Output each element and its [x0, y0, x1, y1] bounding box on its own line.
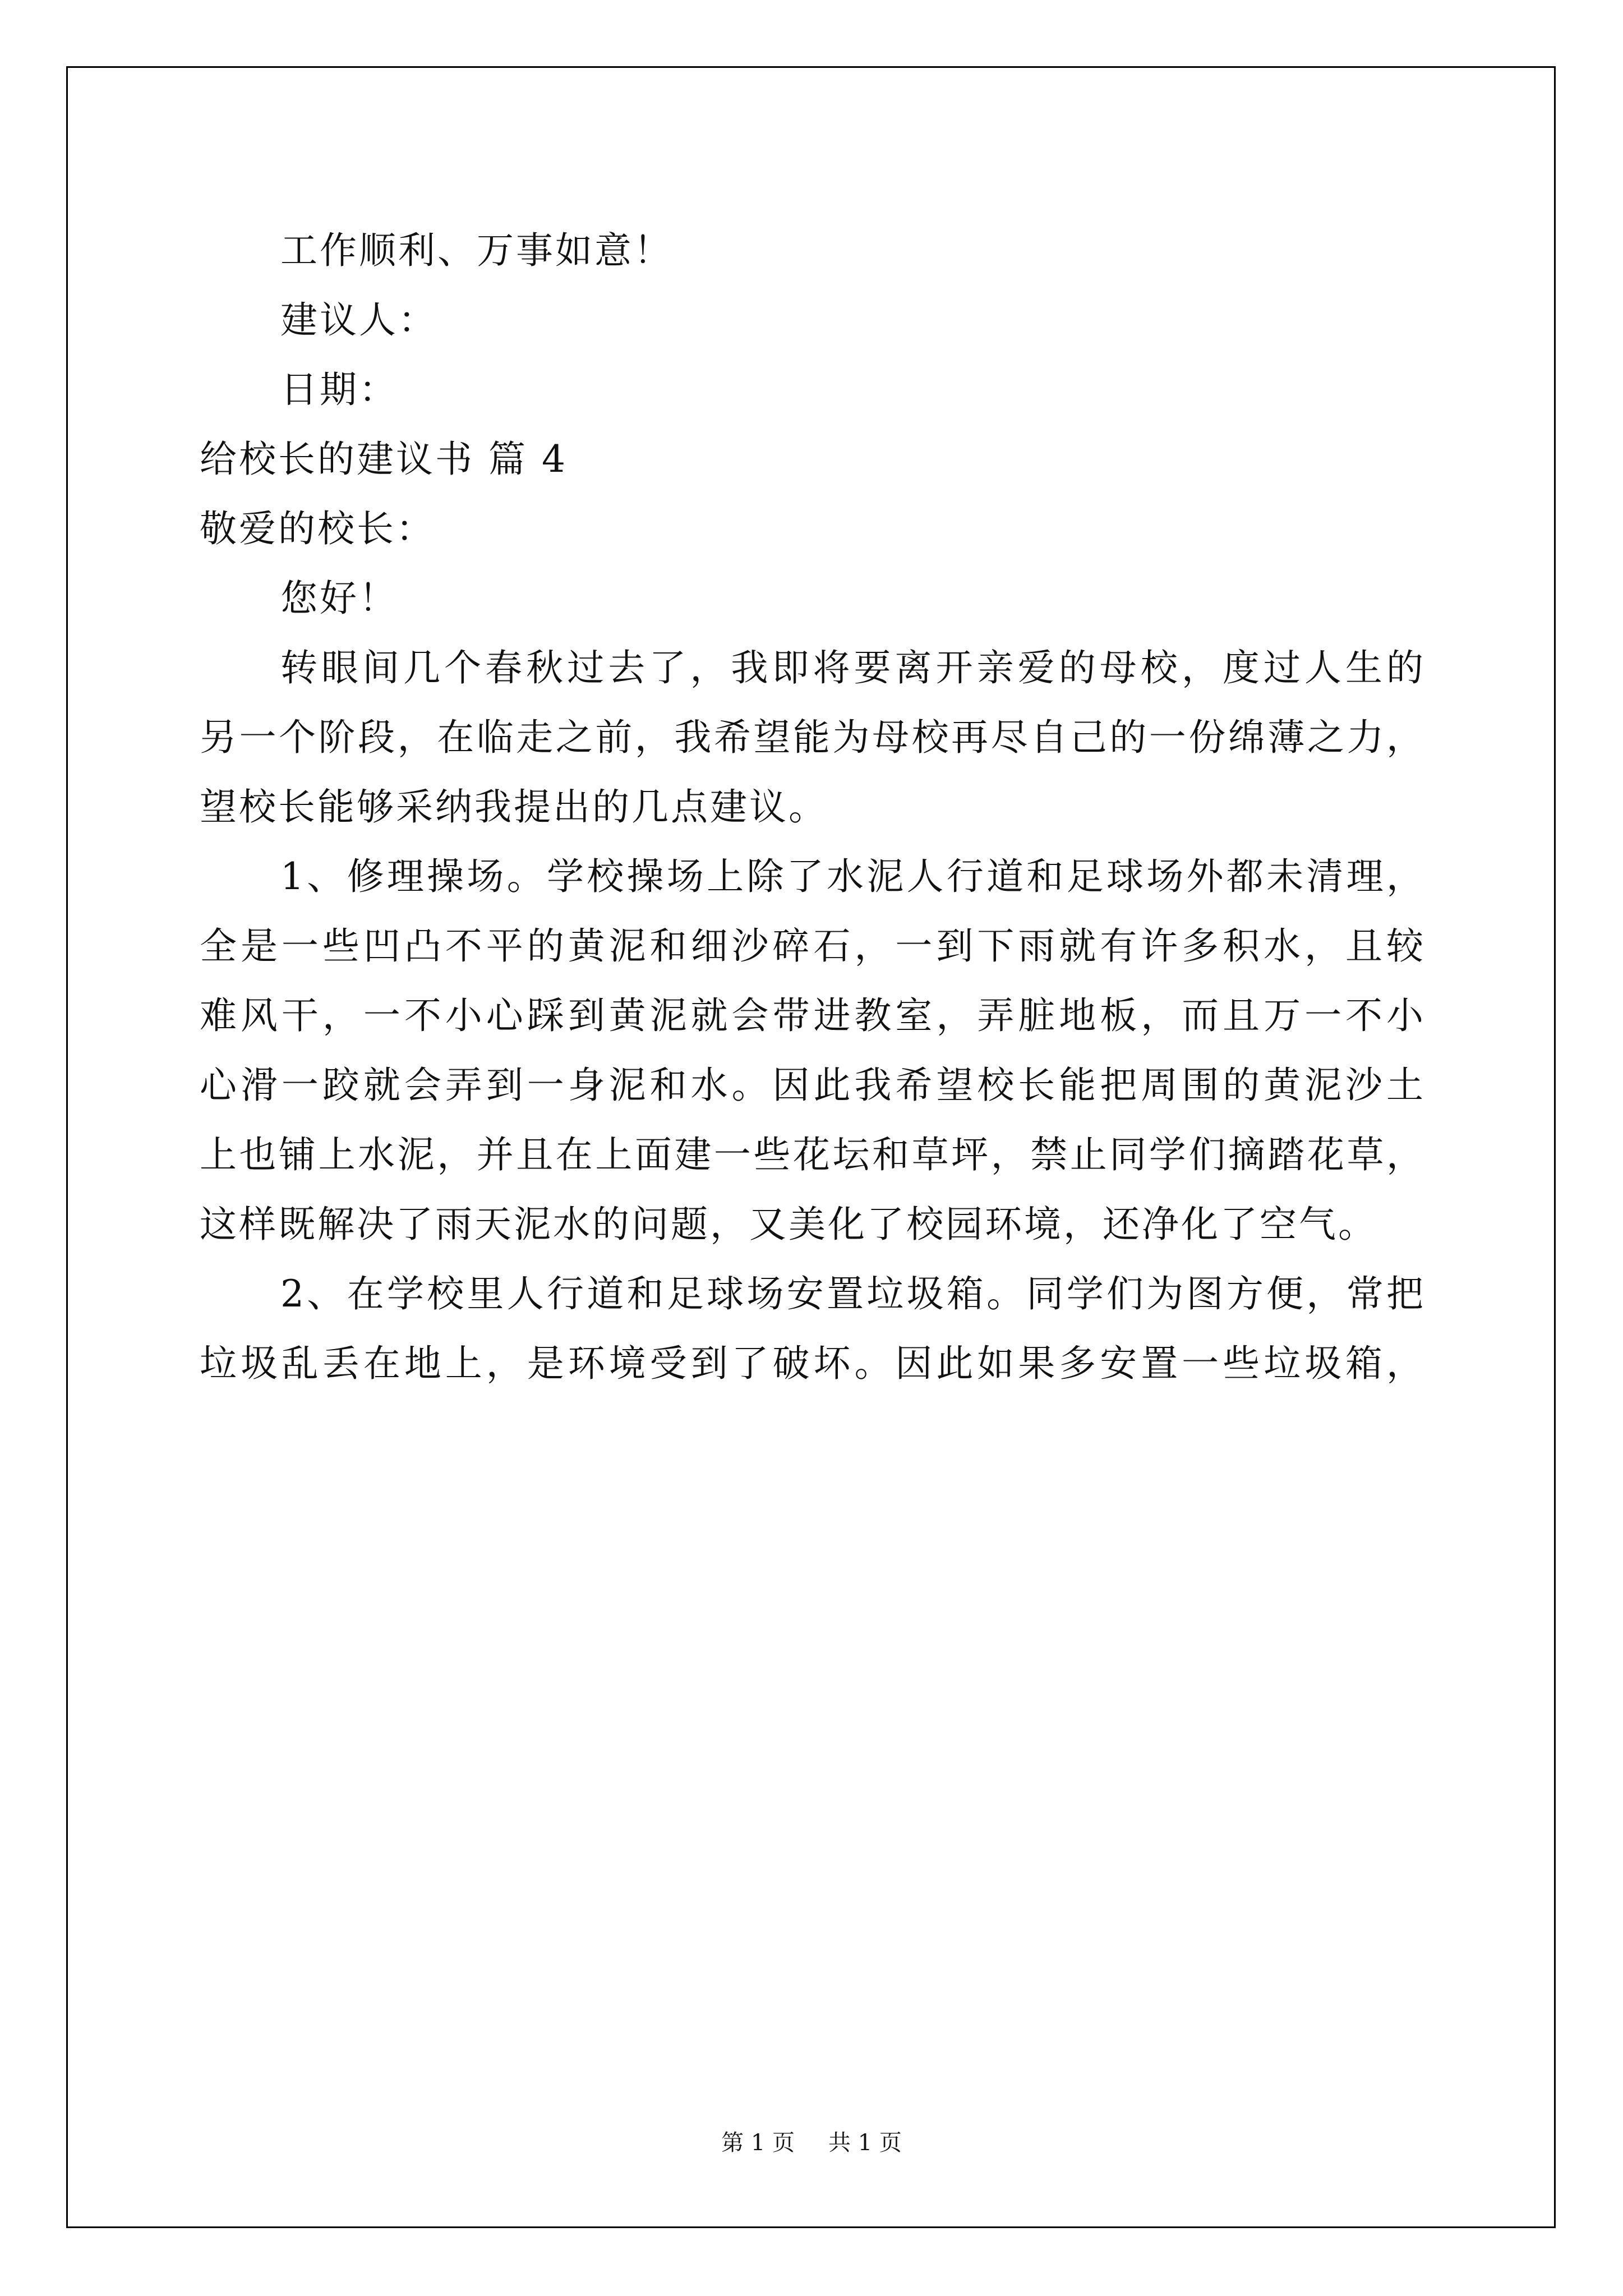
- salutation: 敬爱的校长：: [200, 507, 435, 550]
- page-footer: [0, 2125, 1623, 2157]
- paragraph-line: 望校长能够采纳我提出的几点建议。: [200, 785, 828, 829]
- greeting: 您好！: [280, 577, 398, 620]
- paragraph-line: 心滑一跤就会弄到一身泥和水。因此我希望校长能把周围的黄泥沙土: [200, 1064, 1426, 1107]
- paragraph-line: 全是一些凹凸不平的黄泥和细沙碎石，一到下雨就有许多积水，且较: [200, 924, 1426, 968]
- page-number: 第 1 页: [721, 2130, 795, 2156]
- closing-wishes: 工作顺利、万事如意！: [280, 229, 673, 272]
- section-title: 给校长的建议书 篇 4: [200, 438, 568, 481]
- paragraph-line: 上也铺上水泥，并且在上面建一些花坛和草坪，禁止同学们摘踏花草，: [200, 1133, 1426, 1176]
- paragraph-line: 这样既解决了雨天泥水的问题，又美化了校园环境，还净化了空气。: [200, 1203, 1377, 1246]
- page-total: 共 1 页: [828, 2130, 902, 2156]
- paragraph-line: 垃圾乱丢在地上，是环境受到了破坏。因此如果多安置一些垃圾箱，: [200, 1342, 1426, 1385]
- paragraph-line: 另一个阶段，在临走之前，我希望能为母校再尽自己的一份绵薄之力，: [200, 716, 1426, 759]
- paragraph-line: 2、在学校里人行道和足球场安置垃圾箱。同学们为图方便，常把: [280, 1272, 1426, 1315]
- date-label: 日期：: [280, 368, 398, 411]
- proposer-label: 建议人：: [280, 298, 437, 342]
- paragraph-line: 难风干，一不小心踩到黄泥就会带进教室，弄脏地板，而且万一不小: [200, 994, 1426, 1037]
- paragraph-line: 转眼间几个春秋过去了，我即将要离开亲爱的母校，度过人生的: [280, 646, 1426, 689]
- paragraph-line: 1、修理操场。学校操场上除了水泥人行道和足球场外都未清理，: [280, 855, 1426, 898]
